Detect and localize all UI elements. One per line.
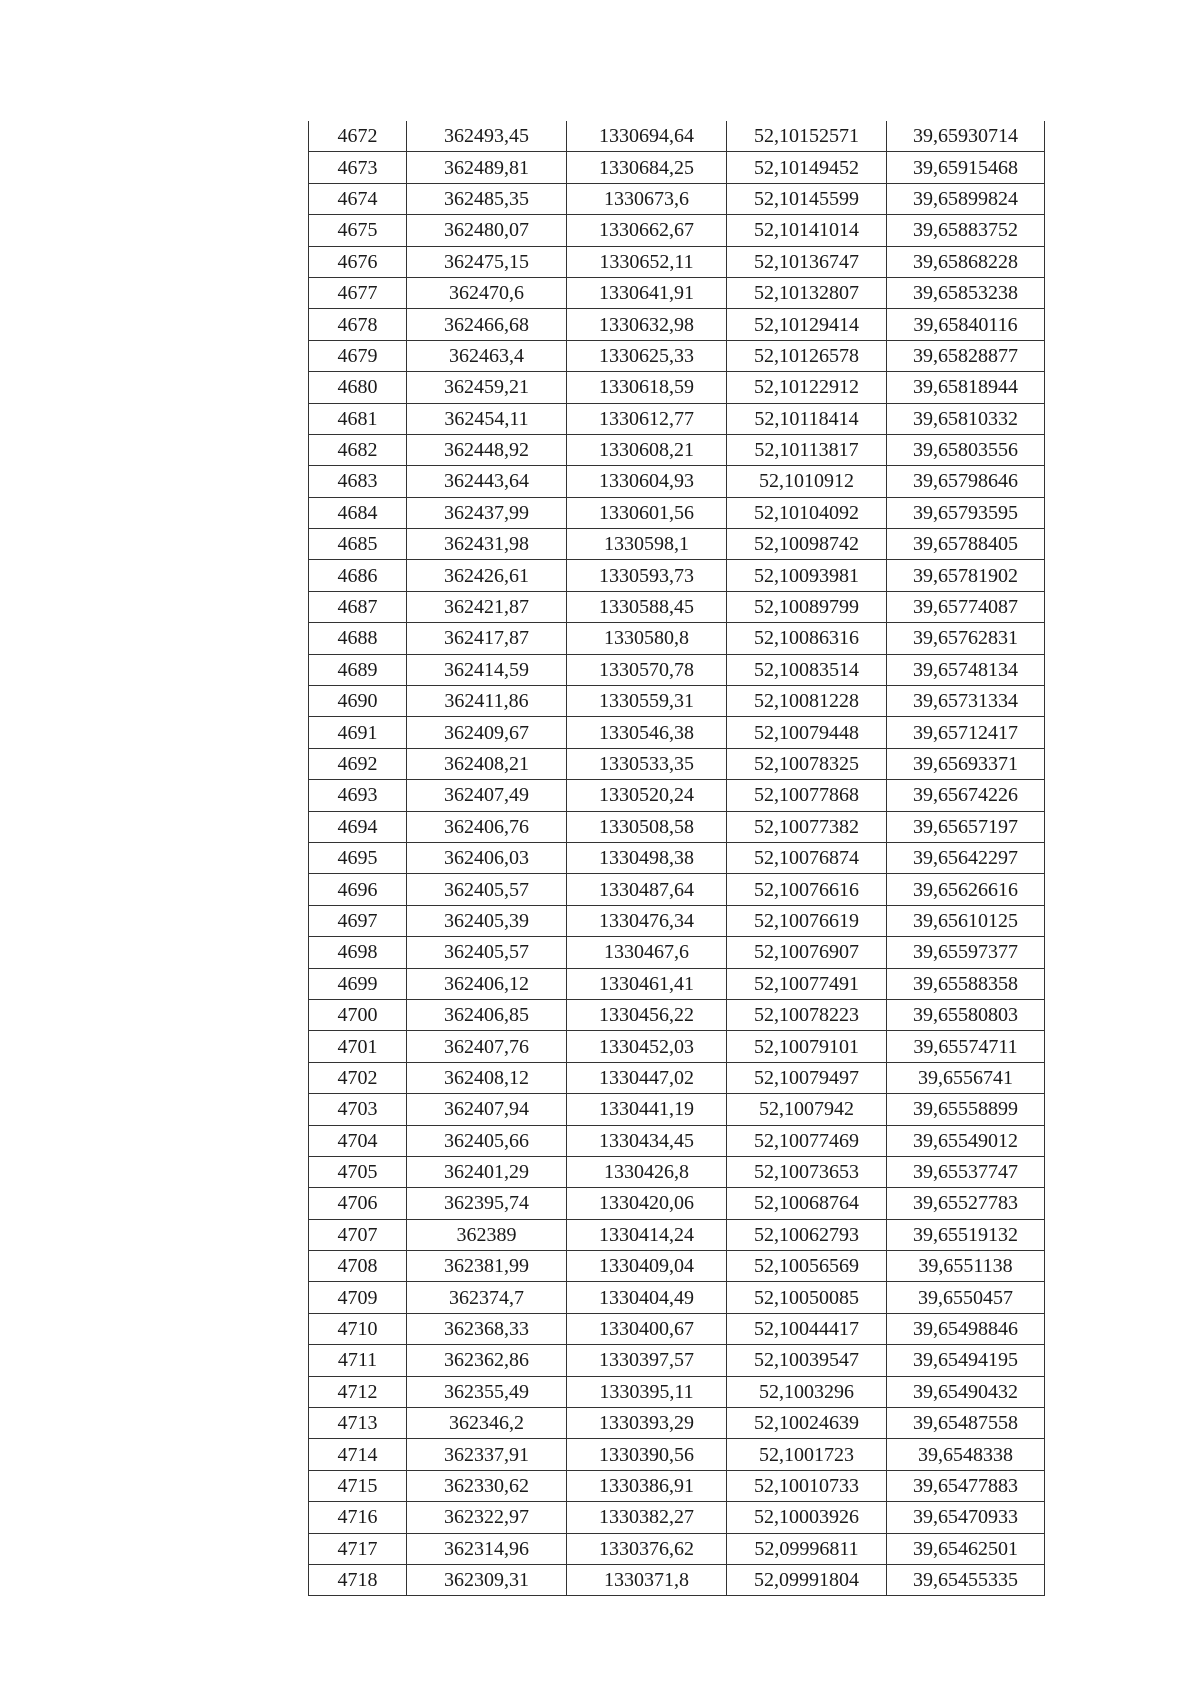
table-row [309,1439,1045,1470]
x-coordinate-cell: 362431,98 [407,529,567,560]
table-row [309,591,1045,622]
point-number-cell: 4682 [309,434,407,465]
table-row [309,1470,1045,1501]
longitude-cell: 39,65693371 [887,748,1045,779]
longitude-cell: 39,65748134 [887,654,1045,685]
latitude-cell: 52,1003296 [727,1376,887,1407]
x-coordinate-cell: 362466,68 [407,309,567,340]
point-number-cell: 4686 [309,560,407,591]
longitude-cell: 39,65883752 [887,215,1045,246]
latitude-cell: 52,1010912 [727,466,887,497]
table-row [309,1376,1045,1407]
longitude-cell: 39,65788405 [887,529,1045,560]
y-coordinate-cell: 1330694,64 [567,121,727,152]
table-row [309,121,1045,152]
latitude-cell: 52,10145599 [727,183,887,214]
table-row [309,466,1045,497]
point-number-cell: 4678 [309,309,407,340]
latitude-cell: 52,10126578 [727,340,887,371]
y-coordinate-cell: 1330393,29 [567,1408,727,1439]
latitude-cell: 52,10132807 [727,277,887,308]
longitude-cell: 39,65853238 [887,277,1045,308]
y-coordinate-cell: 1330400,67 [567,1313,727,1344]
y-coordinate-cell: 1330508,58 [567,811,727,842]
longitude-cell: 39,65818944 [887,372,1045,403]
point-number-cell: 4715 [309,1470,407,1501]
y-coordinate-cell: 1330632,98 [567,309,727,340]
latitude-cell: 52,10086316 [727,623,887,654]
table-row [309,434,1045,465]
table-row [309,152,1045,183]
longitude-cell: 39,65537747 [887,1156,1045,1187]
y-coordinate-cell: 1330601,56 [567,497,727,528]
point-number-cell: 4681 [309,403,407,434]
longitude-cell: 39,65712417 [887,717,1045,748]
longitude-cell: 39,65899824 [887,183,1045,214]
x-coordinate-cell: 362437,99 [407,497,567,528]
longitude-cell: 39,65462501 [887,1533,1045,1564]
table-row [309,968,1045,999]
point-number-cell: 4718 [309,1564,407,1595]
y-coordinate-cell: 1330456,22 [567,999,727,1030]
y-coordinate-cell: 1330426,8 [567,1156,727,1187]
x-coordinate-cell: 362407,94 [407,1094,567,1125]
table-row [309,1251,1045,1282]
latitude-cell: 52,10081228 [727,686,887,717]
longitude-cell: 39,65580803 [887,999,1045,1030]
longitude-cell: 39,65477883 [887,1470,1045,1501]
y-coordinate-cell: 1330452,03 [567,1031,727,1062]
longitude-cell: 39,65574711 [887,1031,1045,1062]
point-number-cell: 4705 [309,1156,407,1187]
y-coordinate-cell: 1330598,1 [567,529,727,560]
longitude-cell: 39,6556741 [887,1062,1045,1093]
point-number-cell: 4703 [309,1094,407,1125]
longitude-cell: 39,6548338 [887,1439,1045,1470]
latitude-cell: 52,10024639 [727,1408,887,1439]
point-number-cell: 4685 [309,529,407,560]
point-number-cell: 4716 [309,1502,407,1533]
x-coordinate-cell: 362454,11 [407,403,567,434]
latitude-cell: 52,10152571 [727,121,887,152]
x-coordinate-cell: 362407,76 [407,1031,567,1062]
latitude-cell: 52,09996811 [727,1533,887,1564]
table-row [309,1345,1045,1376]
x-coordinate-cell: 362405,57 [407,874,567,905]
y-coordinate-cell: 1330641,91 [567,277,727,308]
latitude-cell: 52,10079497 [727,1062,887,1093]
point-number-cell: 4691 [309,717,407,748]
y-coordinate-cell: 1330498,38 [567,842,727,873]
x-coordinate-cell: 362337,91 [407,1439,567,1470]
longitude-cell: 39,65588358 [887,968,1045,999]
latitude-cell: 52,10079448 [727,717,887,748]
y-coordinate-cell: 1330546,38 [567,717,727,748]
longitude-cell: 39,65930714 [887,121,1045,152]
table-row [309,309,1045,340]
longitude-cell: 39,65868228 [887,246,1045,277]
longitude-cell: 39,65498846 [887,1313,1045,1344]
longitude-cell: 39,65674226 [887,780,1045,811]
table-row [309,1408,1045,1439]
table-row [309,1031,1045,1062]
point-number-cell: 4672 [309,121,407,152]
x-coordinate-cell: 362443,64 [407,466,567,497]
longitude-cell: 39,65549012 [887,1125,1045,1156]
x-coordinate-cell: 362421,87 [407,591,567,622]
x-coordinate-cell: 362480,07 [407,215,567,246]
point-number-cell: 4699 [309,968,407,999]
latitude-cell: 52,10039547 [727,1345,887,1376]
longitude-cell: 39,65793595 [887,497,1045,528]
x-coordinate-cell: 362414,59 [407,654,567,685]
y-coordinate-cell: 1330593,73 [567,560,727,591]
point-number-cell: 4697 [309,905,407,936]
x-coordinate-cell: 362401,29 [407,1156,567,1187]
table-row [309,1188,1045,1219]
table-row [309,1502,1045,1533]
y-coordinate-cell: 1330461,41 [567,968,727,999]
x-coordinate-cell: 362314,96 [407,1533,567,1564]
longitude-cell: 39,65626616 [887,874,1045,905]
longitude-cell: 39,6551138 [887,1251,1045,1282]
point-number-cell: 4698 [309,937,407,968]
longitude-cell: 39,65494195 [887,1345,1045,1376]
latitude-cell: 52,10076874 [727,842,887,873]
table-row [309,686,1045,717]
longitude-cell: 39,65731334 [887,686,1045,717]
table-row [309,748,1045,779]
y-coordinate-cell: 1330588,45 [567,591,727,622]
longitude-cell: 39,65642297 [887,842,1045,873]
latitude-cell: 52,10076619 [727,905,887,936]
longitude-cell: 39,65840116 [887,309,1045,340]
table-row [309,937,1045,968]
table-row [309,215,1045,246]
table-row [309,874,1045,905]
x-coordinate-cell: 362409,67 [407,717,567,748]
y-coordinate-cell: 1330397,57 [567,1345,727,1376]
table-row [309,623,1045,654]
latitude-cell: 52,10073653 [727,1156,887,1187]
table-row [309,1282,1045,1313]
table-row [309,780,1045,811]
y-coordinate-cell: 1330684,25 [567,152,727,183]
latitude-cell: 52,10093981 [727,560,887,591]
x-coordinate-cell: 362381,99 [407,1251,567,1282]
table-row [309,340,1045,371]
y-coordinate-cell: 1330404,49 [567,1282,727,1313]
latitude-cell: 52,10077491 [727,968,887,999]
point-number-cell: 4714 [309,1439,407,1470]
table-row [309,1062,1045,1093]
x-coordinate-cell: 362346,2 [407,1408,567,1439]
y-coordinate-cell: 1330441,19 [567,1094,727,1125]
point-number-cell: 4693 [309,780,407,811]
point-number-cell: 4684 [309,497,407,528]
y-coordinate-cell: 1330390,56 [567,1439,727,1470]
table-row [309,372,1045,403]
y-coordinate-cell: 1330420,06 [567,1188,727,1219]
y-coordinate-cell: 1330559,31 [567,686,727,717]
point-number-cell: 4710 [309,1313,407,1344]
y-coordinate-cell: 1330376,62 [567,1533,727,1564]
table-row [309,717,1045,748]
table-row [309,560,1045,591]
point-number-cell: 4701 [309,1031,407,1062]
latitude-cell: 52,10050085 [727,1282,887,1313]
x-coordinate-cell: 362448,92 [407,434,567,465]
table-row [309,277,1045,308]
point-number-cell: 4676 [309,246,407,277]
latitude-cell: 52,10068764 [727,1188,887,1219]
x-coordinate-cell: 362411,86 [407,686,567,717]
y-coordinate-cell: 1330371,8 [567,1564,727,1595]
table-row [309,1125,1045,1156]
y-coordinate-cell: 1330520,24 [567,780,727,811]
longitude-cell: 39,6550457 [887,1282,1045,1313]
longitude-cell: 39,65803556 [887,434,1045,465]
table-row [309,811,1045,842]
longitude-cell: 39,65781902 [887,560,1045,591]
y-coordinate-cell: 1330570,78 [567,654,727,685]
point-number-cell: 4713 [309,1408,407,1439]
latitude-cell: 52,1007942 [727,1094,887,1125]
x-coordinate-cell: 362389 [407,1219,567,1250]
latitude-cell: 52,10098742 [727,529,887,560]
latitude-cell: 52,10122912 [727,372,887,403]
x-coordinate-cell: 362408,12 [407,1062,567,1093]
coordinates-table-body [309,121,1045,1596]
x-coordinate-cell: 362322,97 [407,1502,567,1533]
longitude-cell: 39,65558899 [887,1094,1045,1125]
y-coordinate-cell: 1330580,8 [567,623,727,654]
latitude-cell: 52,10079101 [727,1031,887,1062]
latitude-cell: 52,10062793 [727,1219,887,1250]
latitude-cell: 52,10149452 [727,152,887,183]
latitude-cell: 52,10077469 [727,1125,887,1156]
y-coordinate-cell: 1330382,27 [567,1502,727,1533]
point-number-cell: 4677 [309,277,407,308]
longitude-cell: 39,65610125 [887,905,1045,936]
y-coordinate-cell: 1330618,59 [567,372,727,403]
longitude-cell: 39,65657197 [887,811,1045,842]
point-number-cell: 4687 [309,591,407,622]
y-coordinate-cell: 1330625,33 [567,340,727,371]
y-coordinate-cell: 1330612,77 [567,403,727,434]
x-coordinate-cell: 362406,03 [407,842,567,873]
x-coordinate-cell: 362459,21 [407,372,567,403]
y-coordinate-cell: 1330604,93 [567,466,727,497]
x-coordinate-cell: 362406,12 [407,968,567,999]
longitude-cell: 39,65774087 [887,591,1045,622]
x-coordinate-cell: 362426,61 [407,560,567,591]
x-coordinate-cell: 362407,49 [407,780,567,811]
latitude-cell: 52,10089799 [727,591,887,622]
x-coordinate-cell: 362493,45 [407,121,567,152]
latitude-cell: 52,10118414 [727,403,887,434]
x-coordinate-cell: 362355,49 [407,1376,567,1407]
table-row [309,1533,1045,1564]
table-row [309,403,1045,434]
table-row [309,246,1045,277]
y-coordinate-cell: 1330386,91 [567,1470,727,1501]
latitude-cell: 52,10083514 [727,654,887,685]
x-coordinate-cell: 362489,81 [407,152,567,183]
x-coordinate-cell: 362485,35 [407,183,567,214]
y-coordinate-cell: 1330434,45 [567,1125,727,1156]
x-coordinate-cell: 362405,66 [407,1125,567,1156]
x-coordinate-cell: 362470,6 [407,277,567,308]
latitude-cell: 52,10010733 [727,1470,887,1501]
point-number-cell: 4700 [309,999,407,1030]
x-coordinate-cell: 362309,31 [407,1564,567,1595]
latitude-cell: 52,10044417 [727,1313,887,1344]
latitude-cell: 52,10104092 [727,497,887,528]
point-number-cell: 4696 [309,874,407,905]
y-coordinate-cell: 1330395,11 [567,1376,727,1407]
latitude-cell: 52,10056569 [727,1251,887,1282]
longitude-cell: 39,65527783 [887,1188,1045,1219]
x-coordinate-cell: 362405,39 [407,905,567,936]
y-coordinate-cell: 1330414,24 [567,1219,727,1250]
y-coordinate-cell: 1330476,34 [567,905,727,936]
x-coordinate-cell: 362368,33 [407,1313,567,1344]
x-coordinate-cell: 362374,7 [407,1282,567,1313]
y-coordinate-cell: 1330652,11 [567,246,727,277]
point-number-cell: 4683 [309,466,407,497]
longitude-cell: 39,65490432 [887,1376,1045,1407]
table-row [309,1219,1045,1250]
x-coordinate-cell: 362406,85 [407,999,567,1030]
latitude-cell: 52,10076907 [727,937,887,968]
y-coordinate-cell: 1330662,67 [567,215,727,246]
longitude-cell: 39,65828877 [887,340,1045,371]
coordinates-table [308,121,1045,1596]
y-coordinate-cell: 1330487,64 [567,874,727,905]
latitude-cell: 52,10129414 [727,309,887,340]
y-coordinate-cell: 1330467,6 [567,937,727,968]
point-number-cell: 4709 [309,1282,407,1313]
longitude-cell: 39,65597377 [887,937,1045,968]
point-number-cell: 4690 [309,686,407,717]
longitude-cell: 39,65455335 [887,1564,1045,1595]
table-row [309,905,1045,936]
table-row [309,1564,1045,1595]
latitude-cell: 52,10077382 [727,811,887,842]
latitude-cell: 52,10078325 [727,748,887,779]
x-coordinate-cell: 362417,87 [407,623,567,654]
point-number-cell: 4702 [309,1062,407,1093]
y-coordinate-cell: 1330533,35 [567,748,727,779]
longitude-cell: 39,65915468 [887,152,1045,183]
y-coordinate-cell: 1330673,6 [567,183,727,214]
table-row [309,497,1045,528]
table-row [309,1156,1045,1187]
point-number-cell: 4673 [309,152,407,183]
x-coordinate-cell: 362408,21 [407,748,567,779]
longitude-cell: 39,65762831 [887,623,1045,654]
latitude-cell: 52,10078223 [727,999,887,1030]
point-number-cell: 4689 [309,654,407,685]
point-number-cell: 4695 [309,842,407,873]
table-row [309,999,1045,1030]
latitude-cell: 52,1001723 [727,1439,887,1470]
table-row [309,842,1045,873]
latitude-cell: 52,10113817 [727,434,887,465]
y-coordinate-cell: 1330409,04 [567,1251,727,1282]
y-coordinate-cell: 1330608,21 [567,434,727,465]
x-coordinate-cell: 362405,57 [407,937,567,968]
point-number-cell: 4708 [309,1251,407,1282]
table-row [309,1094,1045,1125]
point-number-cell: 4692 [309,748,407,779]
longitude-cell: 39,65519132 [887,1219,1045,1250]
y-coordinate-cell: 1330447,02 [567,1062,727,1093]
x-coordinate-cell: 362362,86 [407,1345,567,1376]
x-coordinate-cell: 362330,62 [407,1470,567,1501]
x-coordinate-cell: 362463,4 [407,340,567,371]
point-number-cell: 4679 [309,340,407,371]
table-row [309,654,1045,685]
latitude-cell: 52,10003926 [727,1502,887,1533]
latitude-cell: 52,10077868 [727,780,887,811]
latitude-cell: 52,10076616 [727,874,887,905]
latitude-cell: 52,10136747 [727,246,887,277]
latitude-cell: 52,09991804 [727,1564,887,1595]
longitude-cell: 39,65470933 [887,1502,1045,1533]
point-number-cell: 4711 [309,1345,407,1376]
point-number-cell: 4707 [309,1219,407,1250]
longitude-cell: 39,65798646 [887,466,1045,497]
x-coordinate-cell: 362395,74 [407,1188,567,1219]
point-number-cell: 4688 [309,623,407,654]
longitude-cell: 39,65487558 [887,1408,1045,1439]
table-row [309,183,1045,214]
x-coordinate-cell: 362406,76 [407,811,567,842]
latitude-cell: 52,10141014 [727,215,887,246]
point-number-cell: 4704 [309,1125,407,1156]
point-number-cell: 4680 [309,372,407,403]
table-row [309,529,1045,560]
point-number-cell: 4694 [309,811,407,842]
point-number-cell: 4674 [309,183,407,214]
x-coordinate-cell: 362475,15 [407,246,567,277]
point-number-cell: 4717 [309,1533,407,1564]
point-number-cell: 4675 [309,215,407,246]
table-row [309,1313,1045,1344]
longitude-cell: 39,65810332 [887,403,1045,434]
point-number-cell: 4712 [309,1376,407,1407]
point-number-cell: 4706 [309,1188,407,1219]
